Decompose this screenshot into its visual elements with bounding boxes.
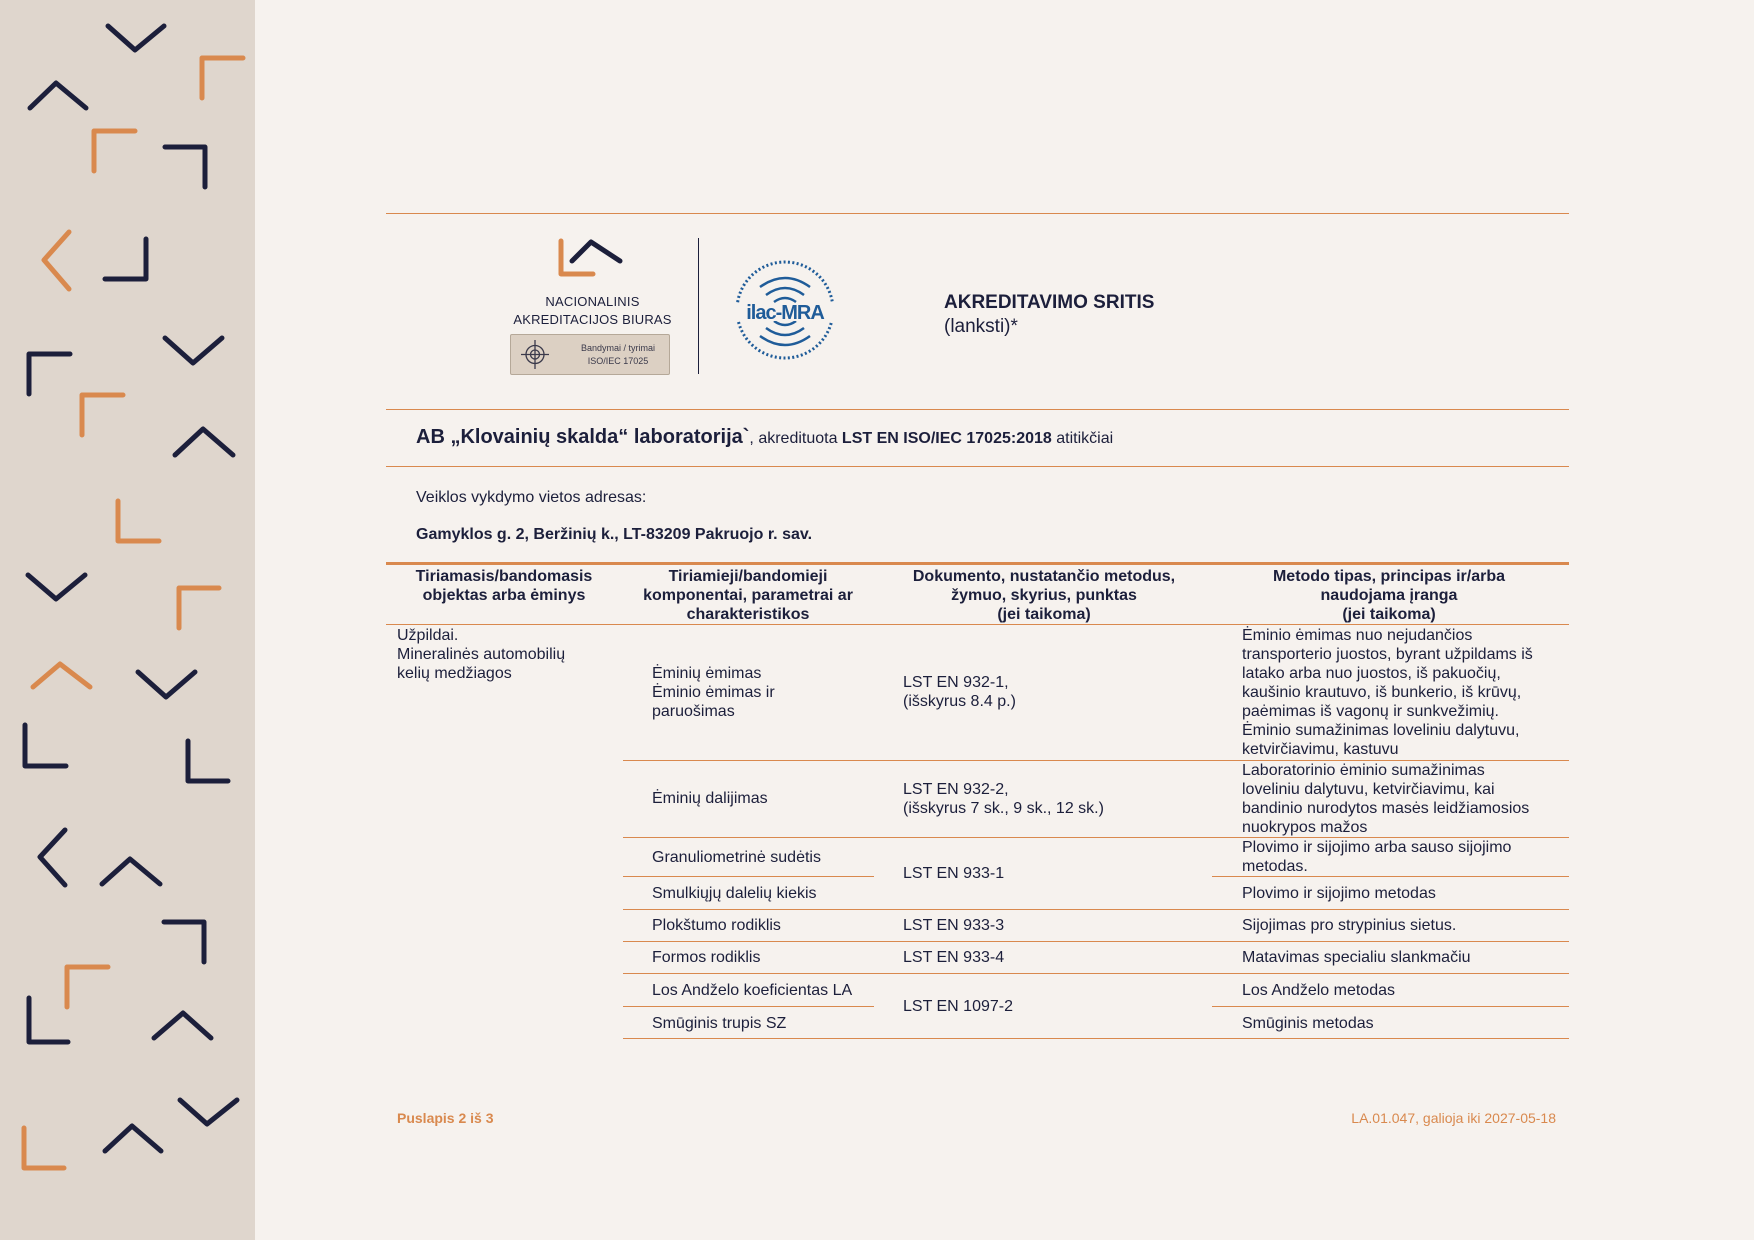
table-row-param: Ėminių ėmimas Ėminio ėmimas ir paruošimas (652, 665, 775, 720)
table-row-method: Plovimo ir sijojimo arba sauso sijojimo metodas. (1242, 839, 1512, 875)
row-divider (623, 973, 1569, 974)
org-middle: , akredituota (749, 430, 842, 447)
decorative-sidebar (0, 0, 255, 1240)
col-header-method: Metodo tipas, principas ir/arba naudojama įranga (jei taikoma) (1272, 568, 1506, 623)
table-row-doc: LST EN 1097-2 (903, 998, 1013, 1015)
top-rule (386, 213, 1569, 214)
crosshair-icon (517, 335, 557, 374)
document-reference: LA.01.047, galioja iki 2027-05-18 (1351, 1110, 1556, 1126)
table-bottom-rule (623, 1038, 1569, 1039)
nab-mark-icon (500, 233, 685, 283)
header-bottom-rule (386, 624, 1569, 625)
ilac-mra-logo (730, 255, 840, 370)
table-row-method: Ėminio ėmimas nuo nejudančios transporterio juostos, byrant užpildams iš latako arba nuo juostos, iš pakuočių, kaušinio krautuvo, iš bunkerio, iš krūvų, paėmimas iš vagonų ir sunkvežimių. Ėminio sumažinimas loveliniu dalytuvu, ketvirčiavimu, kastuvu (1242, 627, 1533, 758)
org-suffix: atitikčiai (1051, 430, 1114, 447)
table-row-param: Formos rodiklis (652, 949, 761, 966)
ilac-mra-seal-icon (730, 255, 840, 365)
table-row-method: Matavimas specialiu slankmačiu (1242, 949, 1471, 966)
table-row-param: Los Andželo koeficientas LA (652, 982, 853, 999)
row-divider (623, 909, 1569, 910)
table-row-doc: LST EN 932-1, (išskyrus 8.4 p.) (903, 674, 1016, 710)
rule-below-logos (386, 409, 1569, 410)
table-row-method: Los Andželo metodas (1242, 982, 1395, 999)
row-divider (623, 1006, 874, 1007)
page-number: Puslapis 2 iš 3 (397, 1110, 494, 1126)
table-row-method: Sijojimas pro strypinius sietus. (1242, 917, 1457, 934)
col-header-parameters: Tiriamieji/bandomieji komponentai, parametrai ar charakteristikos (643, 568, 853, 623)
nab-name-line2: AKREDITACIJOS BIURAS (513, 312, 672, 327)
row-divider (1212, 1006, 1569, 1007)
table-top-rule (386, 562, 1569, 565)
nab-badge (510, 334, 670, 375)
table-row-doc: LST EN 933-4 (903, 949, 1005, 966)
organization-name: AB „Klovainių skalda“ laboratorija` (416, 426, 750, 448)
row-divider (623, 876, 874, 877)
object-cell: Užpildai. Mineralinės automobilių kelių medžiagos (397, 627, 566, 682)
organization-line (416, 426, 1113, 449)
table-row-doc: LST EN 933-3 (903, 917, 1005, 934)
table-row-param: Ėminių dalijimas (652, 790, 768, 807)
chevron-pattern-icon (0, 0, 255, 1240)
table-row-doc: LST EN 932-2, (išskyrus 7 sk., 9 sk., 12 sk.) (903, 781, 1104, 817)
ilac-text: ilac-MRA (746, 302, 824, 324)
table-row-method: Smūginis metodas (1242, 1015, 1374, 1032)
address-label: Veiklos vykdymo vietos adresas: (416, 489, 647, 506)
col-header-document: Dokumento, nustatančio metodus, žymuo, skyrius, punktas (jei taikoma) (912, 568, 1176, 623)
accreditation-subtitle: (lanksti)* (944, 316, 1018, 337)
table-row-param: Plokštumo rodiklis (652, 917, 781, 934)
row-divider (623, 941, 1569, 942)
table-row-param: Smulkiųjų dalelių kiekis (652, 885, 817, 902)
org-standard: LST EN ISO/IEC 17025:2018 (841, 430, 1052, 447)
address-value: Gamyklos g. 2, Beržinių k., LT-83209 Pakruojo r. sav. (416, 526, 813, 543)
col-header-object: Tiriamasis/bandomasis objektas arba ėminys (415, 568, 593, 604)
badge-line2: ISO/IEC 17025 (587, 356, 649, 366)
table-row-param: Granuliometrinė sudėtis (652, 849, 821, 866)
nab-name-line1: NACIONALINIS (545, 294, 640, 309)
table-row-param: Smūginis trupis SZ (652, 1015, 787, 1032)
table-row-doc: LST EN 933-1 (903, 865, 1005, 882)
logo-divider (698, 238, 699, 374)
table-row-method: Plovimo ir sijojimo metodas (1242, 885, 1436, 902)
accreditation-title: AKREDITAVIMO SRITIS (944, 292, 1155, 313)
row-divider (1212, 876, 1569, 877)
badge-line1: Bandymai / tyrimai (580, 343, 656, 353)
table-row-method: Laboratorinio ėminio sumažinimas loveliniu dalytuvu, ketvirčiavimu, kai bandinio nurodytos masės leidžiamosios nuokrypos mažos (1242, 762, 1530, 836)
rule-below-org (386, 466, 1569, 467)
